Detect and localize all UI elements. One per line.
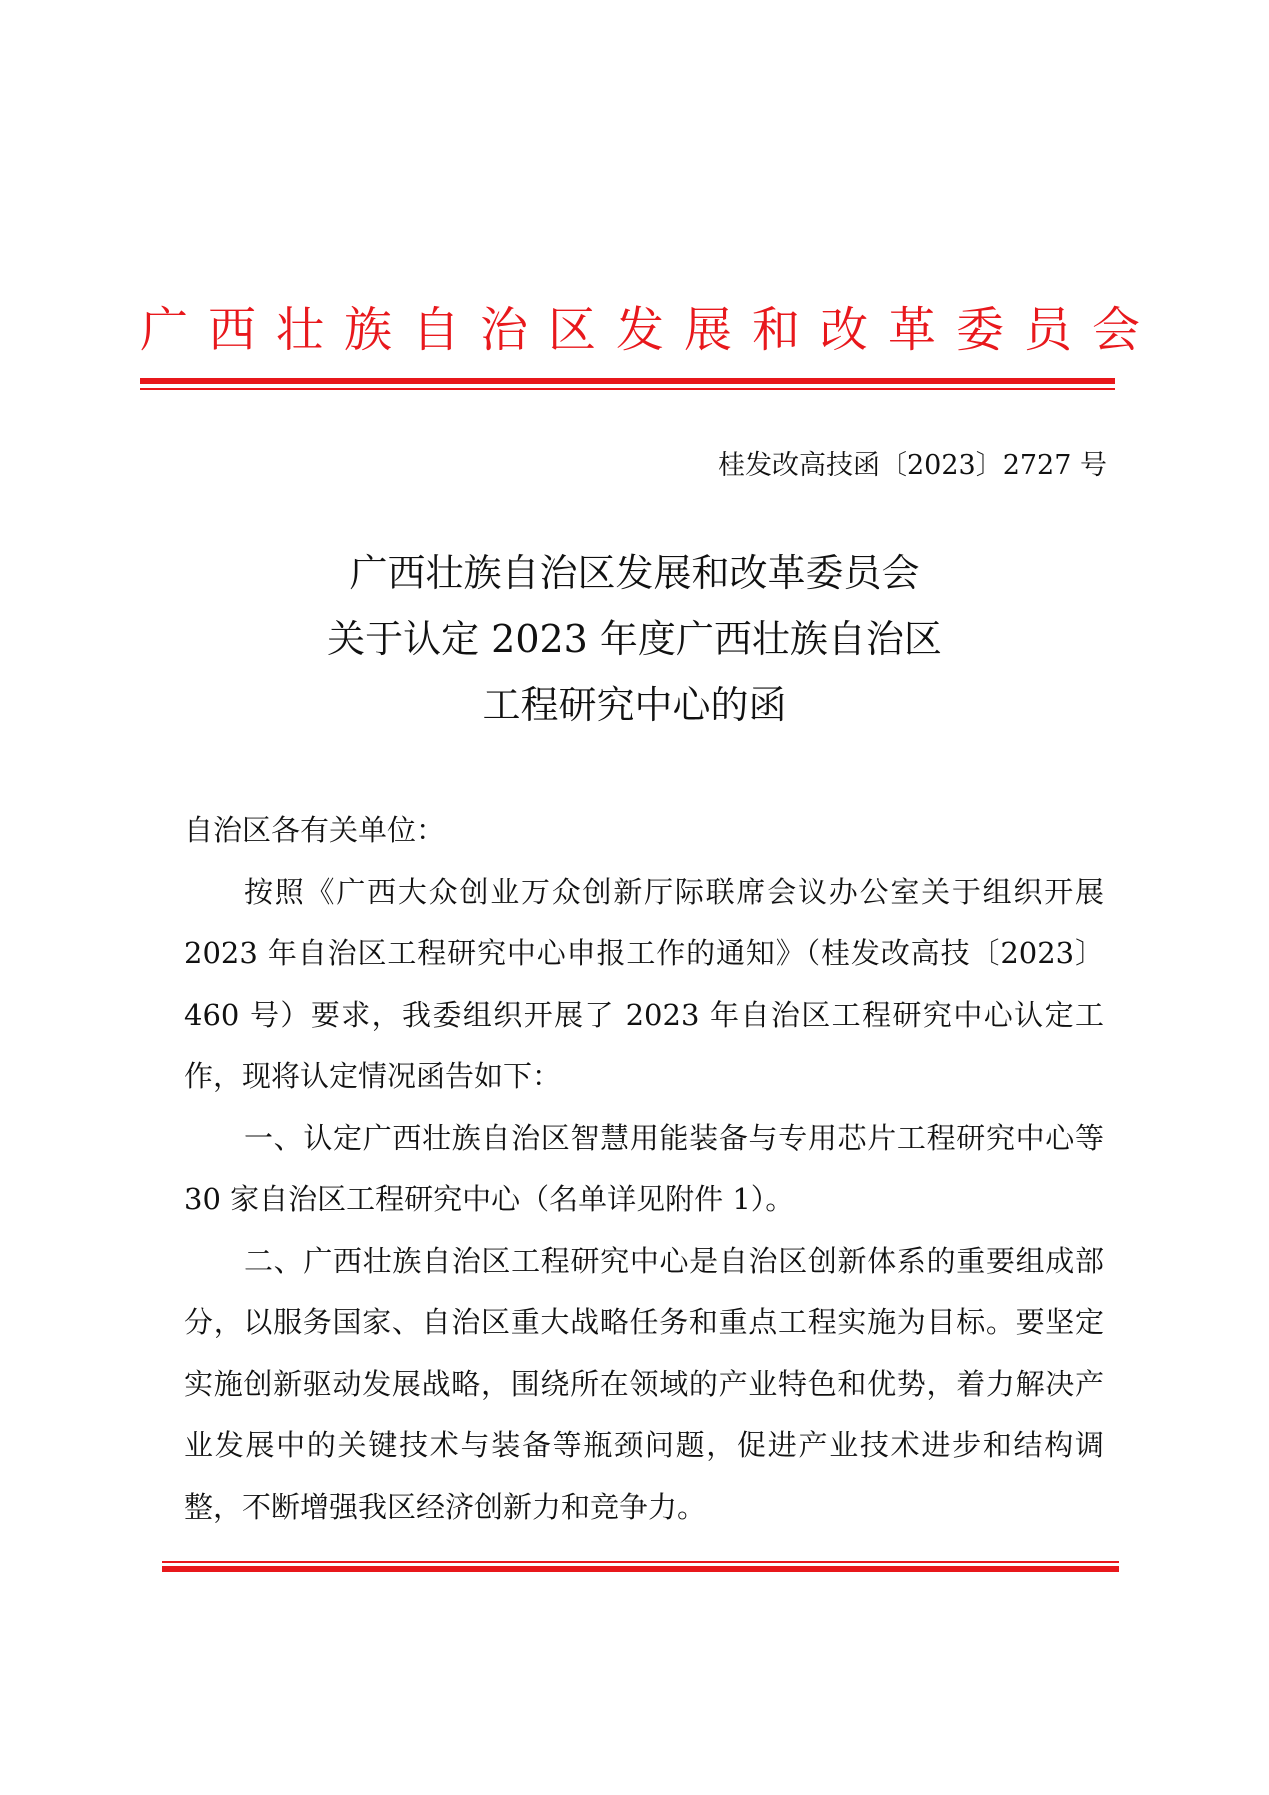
title-line-2: 关于认定 2023 年度广西壮族自治区 (327, 617, 942, 661)
organization-header: 广西壮族自治区发展和改革委员会 (140, 302, 1161, 358)
footer-rule-thin (162, 1561, 1119, 1563)
document-body (184, 800, 1104, 1538)
header-rule-thick (140, 378, 1115, 384)
salutation: 自治区各有关单位： (184, 813, 446, 847)
footer-rule-thick (162, 1566, 1119, 1572)
header-rule-thin (140, 388, 1115, 390)
paragraph-3: 二、广西壮族自治区工程研究中心是自治区创新体系的重要组成部分，以服务国家、自治区重大战略任务和重点工程实施为目标。要坚定实施创新驱动发展战略，围绕所在领域的产业特色和优势，着力解决产业发展中的关键技术与装备等瓶颈问题，促进产业技术进步和结构调整，不断增强我区经济创新力和竞争力。 (184, 1243, 1104, 1524)
paragraph-2: 一、认定广西壮族自治区智慧用能装备与专用芯片工程研究中心等 30 家自治区工程研究中心（名单详见附件 1）。 (184, 1120, 1104, 1216)
title-line-3: 工程研究中心的函 (482, 683, 787, 727)
document-number: 桂发改高技函〔2023〕2727 号 (717, 450, 1107, 481)
paragraph-1: 按照《广西大众创业万众创新厅际联席会议办公室关于组织开展 2023 年自治区工程研究中心申报工作的通知》（桂发改高技〔2023〕460 号）要求，我委组织开展了 2023 年自治区工程研究中心认定工作，现将认定情况函告如下： (184, 874, 1104, 1093)
title-line-1: 广西壮族自治区发展和改革委员会 (349, 551, 920, 595)
document-title (150, 540, 1119, 738)
